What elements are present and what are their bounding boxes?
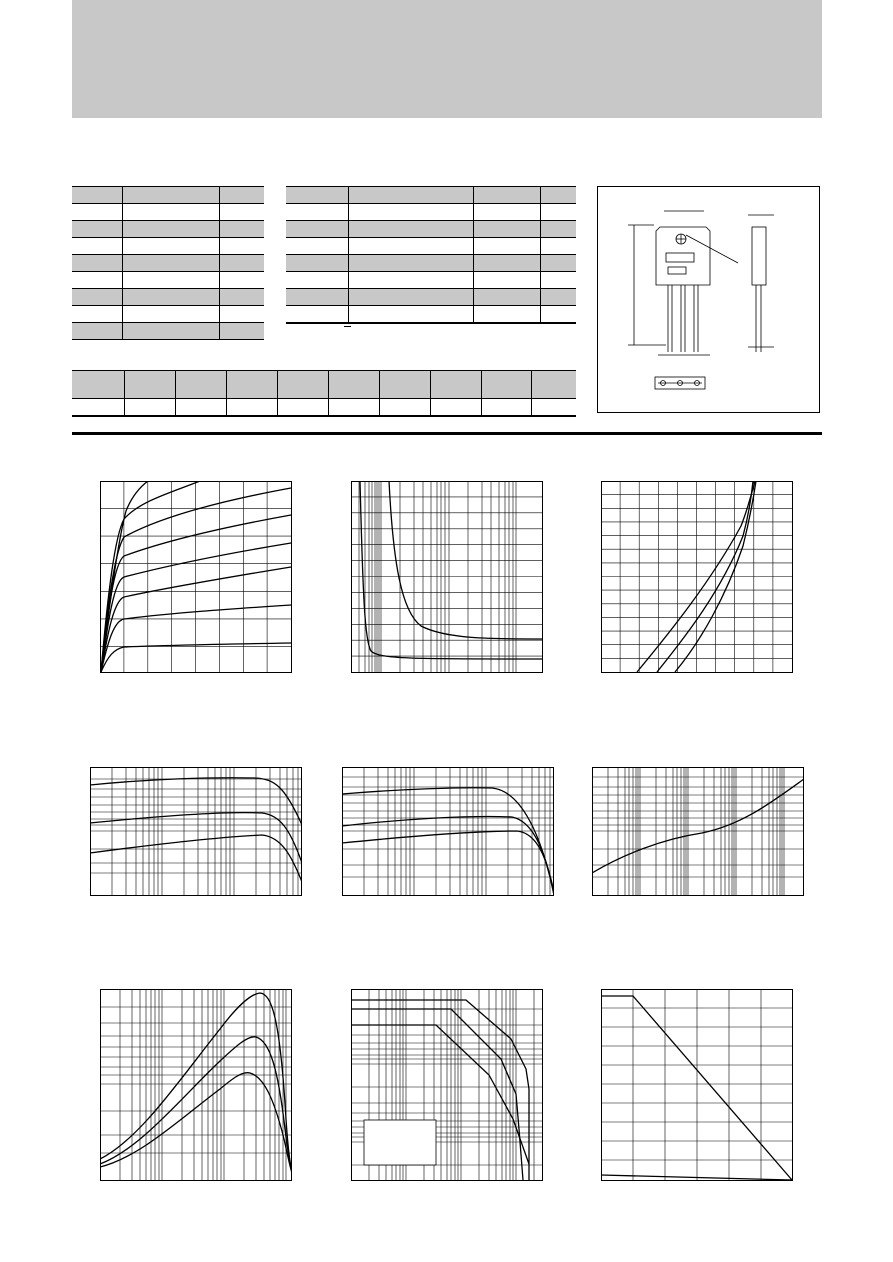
table-row (72, 306, 264, 323)
soa-legend-box (364, 1120, 436, 1165)
table-row (72, 204, 264, 221)
table-row (286, 306, 576, 324)
table-row (72, 323, 264, 340)
hfe-ic-plot (90, 767, 302, 896)
absolute-max-ratings-table (72, 186, 264, 340)
pc-ta-derating-chart (601, 989, 793, 1181)
thermal-resistance-chart (592, 767, 804, 896)
table-row (286, 204, 576, 221)
vce-ib-plot (351, 481, 543, 673)
table-row (286, 289, 576, 306)
ic-vce-chart (100, 481, 292, 673)
table-row (286, 238, 576, 255)
table-footnote-mark (344, 326, 351, 327)
vce-ib-chart (351, 481, 543, 673)
ft-ie-chart (100, 989, 292, 1181)
classification-table (72, 370, 576, 417)
package-outline-drawing (598, 187, 819, 412)
safe-operating-area-plot (351, 989, 543, 1181)
vce-sat-ic-plot (342, 767, 554, 896)
table-row (72, 187, 264, 204)
table-row (72, 272, 264, 289)
header-band (72, 0, 822, 118)
table-row (286, 221, 576, 238)
hfe-ic-chart (90, 767, 302, 896)
section-divider (72, 432, 822, 435)
electrical-characteristics-table (286, 186, 576, 324)
table-row (72, 289, 264, 306)
pc-ta-derating-plot (601, 989, 793, 1181)
vce-sat-ic-chart (342, 767, 554, 896)
table-row (72, 238, 264, 255)
ft-ie-plot (100, 989, 292, 1181)
table-row (72, 221, 264, 238)
table-row (72, 255, 264, 272)
table-row (72, 399, 576, 417)
ic-vbe-plot (601, 481, 793, 673)
table-row (72, 371, 576, 399)
ic-vce-plot (100, 481, 292, 673)
safe-operating-area-chart (351, 989, 543, 1181)
table-row (286, 272, 576, 289)
package-outline-box (597, 186, 820, 413)
thermal-resistance-plot (592, 767, 804, 896)
table-row (286, 255, 576, 272)
table-row (286, 187, 576, 204)
ic-vbe-chart (601, 481, 793, 673)
